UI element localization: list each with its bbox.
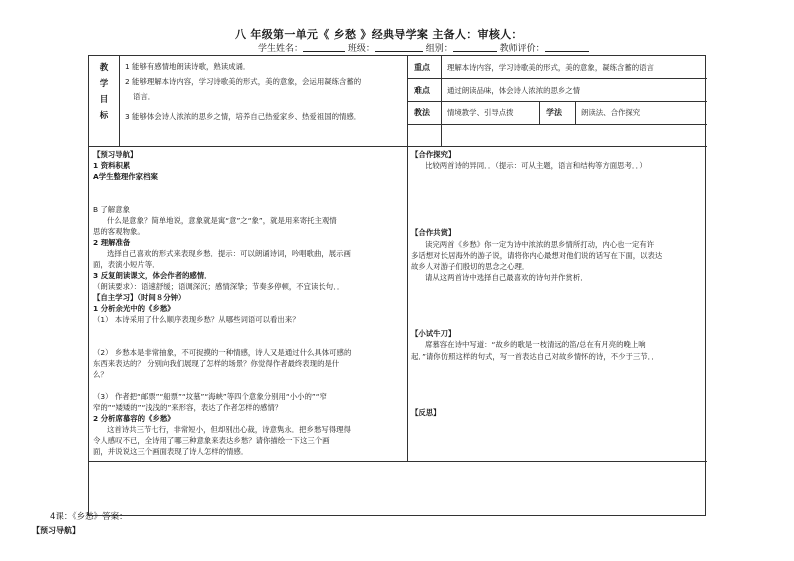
objectives-label: 教 学 目 标 xyxy=(99,63,109,122)
objective-item: 3 能够体会诗人浓浓的思乡之情，培养自己热爱家乡、热爱祖国的情感． xyxy=(125,112,362,121)
preview-nav-heading: 【预习导航】 xyxy=(32,526,80,535)
right-column xyxy=(407,150,707,460)
text-line: 【预习导航】 xyxy=(93,150,138,159)
text-line: 什么是意象？简单地说，意象就是寓“意”之“象”，就是用来寄托主观情 xyxy=(107,216,337,225)
text-line: 3 反复朗读课文，体会作者的感情． xyxy=(93,271,212,280)
objective-item: 语言． xyxy=(133,92,156,101)
student-name-label: 学生姓名： xyxy=(258,44,304,54)
text-line: 窄的”“矮矮的”“浅浅的”来形容，表达了作者怎样的感情？ xyxy=(93,403,283,412)
divider xyxy=(119,56,120,146)
answers-heading: 4课：《乡愁》答案： xyxy=(50,512,128,522)
divider xyxy=(539,101,540,124)
teacher-eval-blank[interactable] xyxy=(545,42,589,52)
text-line: 读完两首《乡愁》你一定为诗中浓浓的思乡情所打动，内心也一定有许 xyxy=(425,239,655,249)
text-line: 1 分析余光中的《乡愁》 xyxy=(93,304,175,313)
learn-method-text: 朗读法、合作探究 xyxy=(581,108,641,117)
divider xyxy=(407,124,707,125)
text-line: 令人感叹不已，全诗用了哪三种意象来表达乡愁？请你描绘一下这三个画 xyxy=(93,436,330,445)
text-line: 【合作探究】 xyxy=(411,150,456,159)
text-line: 起．”请你仿照这样的句式，写一首表达自己对故乡情怀的诗，不少于三节．． xyxy=(411,351,659,361)
text-line: 1 资料积累 xyxy=(93,161,131,170)
text-line: 面，并说说这三个画面表现了诗人怎样的情感． xyxy=(93,447,249,456)
objective-item: 2 能够理解本诗内容，学习诗歌美的形式，美的意象，会运用凝练含蓄的 xyxy=(125,77,362,86)
objective-item: 1 能够有感情地朗读诗歌，熟读成诵． xyxy=(125,62,251,71)
text-line: 多话想对长居海外的游子说，请将你内心最想对他们说的话写在下面，以表达 xyxy=(411,250,663,260)
text-line: 请从这两首诗中选择自己最喜欢的诗句并作赏析． xyxy=(425,273,588,283)
divider xyxy=(575,101,576,124)
text-line: （2） 乡愁本是非常抽象，不可捉摸的一种情感，诗人又是通过什么具体可感的 xyxy=(93,348,352,357)
left-column xyxy=(89,150,407,460)
text-line: 【反思】 xyxy=(411,407,441,417)
text-line: A学生整理作家档案 xyxy=(93,172,158,181)
page-title: 八 年级第一单元《 乡愁 》经典导学案 主备人：审核人： xyxy=(235,28,523,41)
text-line: （1） 本诗采用了什么顺序表现乡愁？从哪些词语可以看出来？ xyxy=(93,315,300,324)
difficulty-label: 难点 xyxy=(414,86,430,95)
divider xyxy=(407,101,707,102)
text-line: 选择自己喜欢的形式来表现乡愁．提示：可以朗诵诗词，吟唱歌曲，展示画 xyxy=(107,249,351,258)
worksheet-table xyxy=(88,55,706,516)
student-name-blank[interactable] xyxy=(303,42,345,52)
teach-method-text: 情境教学、引导点拨 xyxy=(447,108,514,117)
student-info-row xyxy=(258,42,589,55)
class-blank[interactable] xyxy=(375,42,423,52)
focus-label: 重点 xyxy=(414,63,430,72)
text-line: 2 分析席慕容的《乡愁》 xyxy=(93,414,175,423)
text-line: 么？ xyxy=(93,370,108,379)
difficulty-text: 通过朗读品味，体会诗人浓浓的思乡之情 xyxy=(447,86,581,95)
group-label: 组别： xyxy=(425,44,453,54)
divider xyxy=(407,78,707,79)
text-line: 面，表演小短片等． xyxy=(93,260,160,269)
text-line: （朗读要求）：语速舒缓；语调深沉；感情深挚；节奏多停顿，不宜读长句．． xyxy=(93,282,345,291)
learn-method-label: 学法 xyxy=(546,108,562,117)
group-blank[interactable] xyxy=(453,42,497,52)
class-label: 班级： xyxy=(347,44,375,54)
text-line: 故乡人对游子们殷切的思念之心理． xyxy=(411,262,530,271)
text-line: 东西来表达的？ 分别向我们展现了怎样的场景？你觉得作者最终表现的是什 xyxy=(93,359,340,368)
teacher-eval-label: 教师评价： xyxy=(499,44,545,54)
text-line: 【自主学习】（时间８分钟） xyxy=(93,293,186,302)
text-line: （3） 作者把“邮票”“船票”“坟墓”“海峡”等四个意象分别用“小小的”“窄 xyxy=(93,392,327,401)
divider xyxy=(89,461,707,462)
text-line: B 了解意象 xyxy=(93,205,130,214)
divider xyxy=(89,146,707,147)
teach-method-label: 教法 xyxy=(414,108,430,117)
text-line: 2 理解准备 xyxy=(93,238,131,247)
text-line: 席慕容在诗中写道：“故乡的歌是一枝清远的笛/总在有月亮的晚上响 xyxy=(425,340,646,350)
text-line: 【小试牛刀】 xyxy=(411,329,456,339)
focus-text: 理解本诗内容，学习诗歌美的形式，美的意象，凝练含蓄的语言 xyxy=(447,63,654,72)
text-line: 比较两首诗的异同．．（提示：可从主题，语言和结构等方面思考．．） xyxy=(425,161,647,171)
text-line: 【合作共赏】 xyxy=(411,228,456,238)
text-line: 思的客观物象。 xyxy=(93,227,145,236)
text-line: 这首诗共三节七行，非常短小，但却别出心裁，诗意隽永．把乡愁写得理得 xyxy=(107,425,351,434)
